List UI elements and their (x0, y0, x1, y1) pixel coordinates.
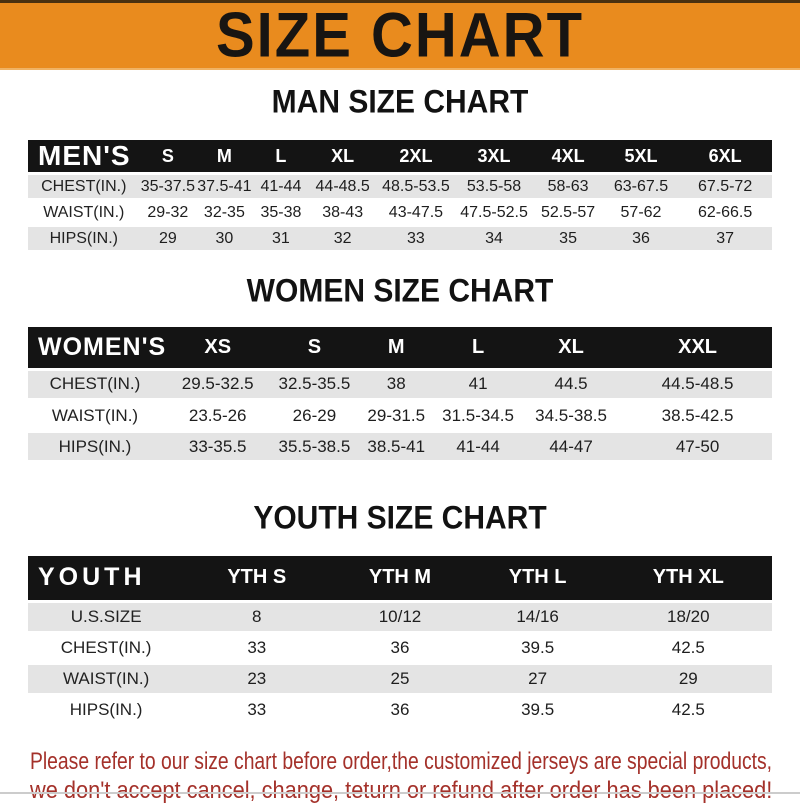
size-header-cell: 6XL (678, 140, 772, 174)
value-cell: 41 (437, 369, 519, 400)
size-header-cell: YTH XL (605, 556, 772, 601)
size-header-cell: 2XL (376, 140, 456, 174)
value-cell: 48.5-53.5 (376, 174, 456, 200)
row-label-cell: HIPS(IN.) (28, 694, 184, 725)
size-header-cell: L (253, 140, 310, 174)
table-row (28, 369, 772, 400)
size-header-cell: XL (519, 327, 623, 369)
disclaimer-line-2: we don't accept cancel, change, teturn or refund after order has been placed! (30, 776, 773, 804)
women-size-table (28, 327, 772, 464)
size-chart-banner (0, 0, 800, 70)
size-header-cell: S (274, 327, 356, 369)
man-size-chart-heading: MAN SIZE CHART (271, 84, 529, 121)
table-row (28, 200, 772, 226)
value-cell: 35 (532, 226, 603, 252)
value-cell: 38.5-41 (355, 431, 437, 462)
value-cell: 23.5-26 (162, 400, 274, 431)
value-cell: 38 (355, 369, 437, 400)
table-title-cell: YOUTH (28, 556, 184, 601)
table-row (28, 663, 772, 694)
value-cell: 34.5-38.5 (519, 400, 623, 431)
row-label-cell: HIPS(IN.) (28, 226, 140, 252)
value-cell: 10/12 (329, 601, 470, 632)
youth-size-chart-heading: YOUTH SIZE CHART (253, 500, 547, 537)
value-cell: 33 (184, 694, 329, 725)
value-cell: 53.5-58 (456, 174, 533, 200)
size-header-cell: YTH L (471, 556, 605, 601)
men-size-table (28, 140, 772, 253)
value-cell: 57-62 (604, 200, 678, 226)
value-cell: 39.5 (471, 632, 605, 663)
value-cell: 26-29 (274, 400, 356, 431)
size-header-cell: XXL (623, 327, 772, 369)
value-cell: 42.5 (605, 694, 772, 725)
value-cell: 29-31.5 (355, 400, 437, 431)
value-cell: 36 (604, 226, 678, 252)
value-cell: 31.5-34.5 (437, 400, 519, 431)
value-cell: 34 (456, 226, 533, 252)
table-row (28, 694, 772, 725)
value-cell: 37.5-41 (196, 174, 253, 200)
value-cell: 47.5-52.5 (456, 200, 533, 226)
value-cell: 29 (605, 663, 772, 694)
size-chart-title: SIZE CHART (216, 0, 584, 71)
value-cell: 38.5-42.5 (623, 400, 772, 431)
disclaimer-line-1: Please refer to our size chart before order,the customized jerseys are special products, (30, 747, 773, 775)
size-header-cell: M (196, 140, 253, 174)
order-disclaimer (30, 747, 800, 805)
value-cell: 37 (678, 226, 772, 252)
table-header-row (28, 327, 772, 369)
bottom-divider (0, 792, 800, 794)
value-cell: 44.5 (519, 369, 623, 400)
table-row (28, 632, 772, 663)
value-cell: 62-66.5 (678, 200, 772, 226)
value-cell: 36 (329, 632, 470, 663)
size-header-cell: XL (309, 140, 376, 174)
value-cell: 42.5 (605, 632, 772, 663)
value-cell: 32 (309, 226, 376, 252)
value-cell: 33 (376, 226, 456, 252)
value-cell: 63-67.5 (604, 174, 678, 200)
size-header-cell: L (437, 327, 519, 369)
size-header-cell: XS (162, 327, 274, 369)
value-cell: 29 (140, 226, 197, 252)
row-label-cell: CHEST(IN.) (28, 369, 162, 400)
size-header-cell: S (140, 140, 197, 174)
table-title-cell: WOMEN'S (28, 327, 162, 369)
women-size-chart-heading: WOMEN SIZE CHART (246, 273, 554, 310)
value-cell: 35-38 (253, 200, 310, 226)
value-cell: 29.5-32.5 (162, 369, 274, 400)
table-row (28, 400, 772, 431)
value-cell: 29-32 (140, 200, 197, 226)
value-cell: 23 (184, 663, 329, 694)
size-header-cell: M (355, 327, 437, 369)
value-cell: 58-63 (532, 174, 603, 200)
row-label-cell: WAIST(IN.) (28, 663, 184, 694)
value-cell: 44-47 (519, 431, 623, 462)
value-cell: 38-43 (309, 200, 376, 226)
value-cell: 35-37.5 (140, 174, 197, 200)
size-header-cell: YTH M (329, 556, 470, 601)
value-cell: 44-48.5 (309, 174, 376, 200)
value-cell: 47-50 (623, 431, 772, 462)
table-row (28, 601, 772, 632)
size-header-cell: 4XL (532, 140, 603, 174)
value-cell: 30 (196, 226, 253, 252)
size-header-cell: 5XL (604, 140, 678, 174)
table-header-row (28, 556, 772, 601)
value-cell: 67.5-72 (678, 174, 772, 200)
value-cell: 18/20 (605, 601, 772, 632)
value-cell: 31 (253, 226, 310, 252)
value-cell: 32.5-35.5 (274, 369, 356, 400)
value-cell: 14/16 (471, 601, 605, 632)
size-header-cell: 3XL (456, 140, 533, 174)
row-label-cell: CHEST(IN.) (28, 174, 140, 200)
value-cell: 36 (329, 694, 470, 725)
value-cell: 8 (184, 601, 329, 632)
youth-size-table (28, 556, 772, 727)
row-label-cell: CHEST(IN.) (28, 632, 184, 663)
size-header-cell: YTH S (184, 556, 329, 601)
value-cell: 39.5 (471, 694, 605, 725)
row-label-cell: WAIST(IN.) (28, 200, 140, 226)
value-cell: 35.5-38.5 (274, 431, 356, 462)
row-label-cell: U.S.SIZE (28, 601, 184, 632)
table-header-row (28, 140, 772, 174)
table-row (28, 431, 772, 462)
value-cell: 41-44 (437, 431, 519, 462)
value-cell: 52.5-57 (532, 200, 603, 226)
value-cell: 43-47.5 (376, 200, 456, 226)
value-cell: 32-35 (196, 200, 253, 226)
value-cell: 27 (471, 663, 605, 694)
row-label-cell: HIPS(IN.) (28, 431, 162, 462)
row-label-cell: WAIST(IN.) (28, 400, 162, 431)
table-row (28, 174, 772, 200)
table-title-cell: MEN'S (28, 140, 140, 174)
value-cell: 41-44 (253, 174, 310, 200)
value-cell: 33-35.5 (162, 431, 274, 462)
value-cell: 25 (329, 663, 470, 694)
value-cell: 33 (184, 632, 329, 663)
table-row (28, 226, 772, 252)
value-cell: 44.5-48.5 (623, 369, 772, 400)
